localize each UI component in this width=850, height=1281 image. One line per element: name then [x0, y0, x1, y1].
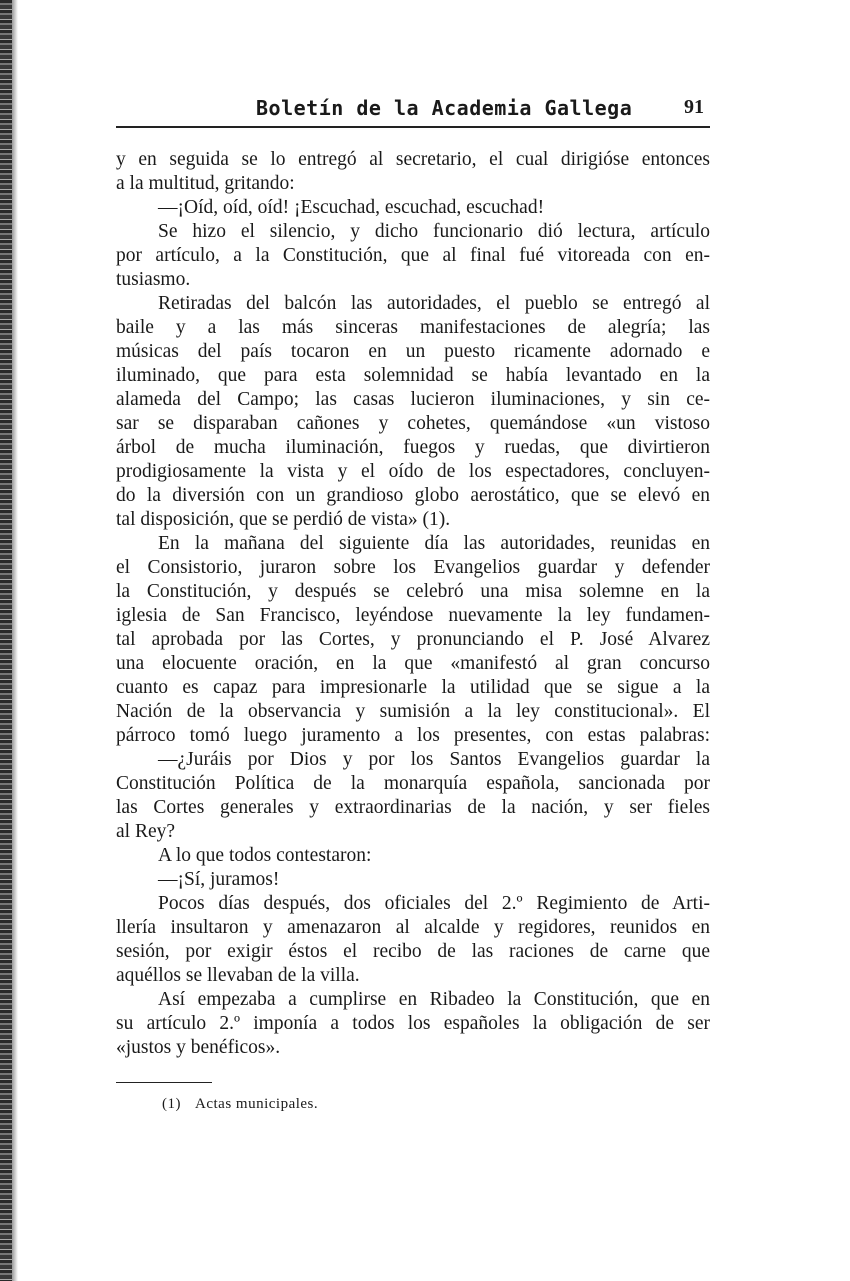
footnote-marker: (1) [162, 1096, 181, 1112]
text-line: Así empezaba a cumplirse en Ribadeo la Constitución, que en [158, 989, 710, 1010]
text-line: el Consistorio, juraron sobre los Evangelios guardar y defender [116, 557, 710, 578]
text-line: su artículo 2.º imponía a todos los españoles la obligación de ser [116, 1013, 710, 1034]
binding-shadow [12, 0, 18, 1281]
text-line: En la mañana del siguiente día las autoridades, reunidas en [158, 533, 710, 554]
text-line: sesión, por exigir éstos el recibo de las raciones de carne que [116, 941, 710, 962]
text-line: la Constitución, y después se celebró una misa solemne en la [116, 581, 710, 602]
header-rule [116, 126, 710, 128]
text-line: —¡Oíd, oíd, oíd! ¡Escuchad, escuchad, escuchad! [158, 197, 545, 218]
journal-title: Boletín de la Academia Gallega [256, 96, 633, 120]
footnote [162, 1096, 332, 1113]
text-line: y en seguida se lo entregó al secretario, el cual dirigióse entonces [116, 149, 710, 170]
text-line: tal disposición, que se perdió de vista» (1). [116, 509, 451, 530]
running-header [116, 96, 710, 126]
text-line: Nación de la observancia y sumisión a la ley constitucional». El [116, 701, 710, 722]
text-line: sar se disparaban cañones y cohetes, quemándose «un vistoso [116, 413, 710, 434]
text-line: aquéllos se llevaban de la villa. [116, 965, 360, 986]
text-line: Pocos días después, dos oficiales del 2.º Regimiento de Arti- [158, 893, 710, 914]
text-line: prodigiosamente la vista y el oído de los espectadores, concluyen- [116, 461, 710, 482]
text-line: a la multitud, gritando: [116, 173, 295, 194]
text-line: músicas del país tocaron en un puesto ricamente adornado e [116, 341, 710, 362]
text-line: —¡Sí, juramos! [158, 869, 280, 890]
text-line: Constitución Política de la monarquía española, sancionada por [116, 773, 710, 794]
text-line: cuanto es capaz para impresionarle la utilidad que se sigue a la [116, 677, 710, 698]
text-line: árbol de mucha iluminación, fuegos y ruedas, que divirtieron [116, 437, 710, 458]
text-line: las Cortes generales y extraordinarias de la nación, y ser fieles [116, 797, 710, 818]
text-line: iglesia de San Francisco, leyéndose nuevamente la ley fundamen- [116, 605, 710, 626]
text-line: do la diversión con un grandioso globo aerostático, que se elevó en [116, 485, 710, 506]
text-line: tusiasmo. [116, 269, 191, 290]
footnote-text: Actas municipales. [195, 1096, 319, 1112]
text-line: llería insultaron y amenazaron al alcalde y regidores, reunidos en [116, 917, 710, 938]
text-line: baile y a las más sinceras manifestaciones de alegría; las [116, 317, 710, 338]
text-line: al Rey? [116, 821, 176, 842]
text-line: A lo que todos contestaron: [158, 845, 372, 866]
text-line: iluminado, que para esta solemnidad se había levantado en la [116, 365, 710, 386]
text-line: Se hizo el silencio, y dicho funcionario dió lectura, artículo [158, 221, 710, 242]
page-number: 91 [684, 96, 704, 118]
text-line: tal aprobada por las Cortes, y pronunciando el P. José Alvarez [116, 629, 710, 650]
body-text [116, 148, 710, 1060]
text-line: Retiradas del balcón las autoridades, el pueblo se entregó al [158, 293, 710, 314]
text-line: «justos y benéficos». [116, 1037, 281, 1058]
footnote-rule [116, 1082, 212, 1083]
book-binding-edge [0, 0, 12, 1281]
text-line: por artículo, a la Constitución, que al final fué vitoreada con en- [116, 245, 710, 266]
text-line: alameda del Campo; las casas lucieron iluminaciones, y sin ce- [116, 389, 710, 410]
text-line: párroco tomó luego juramento a los presentes, con estas palabras: [116, 725, 710, 746]
text-line: una elocuente oración, en la que «manifestó al gran concurso [116, 653, 710, 674]
text-line: —¿Juráis por Dios y por los Santos Evangelios guardar la [158, 749, 710, 770]
